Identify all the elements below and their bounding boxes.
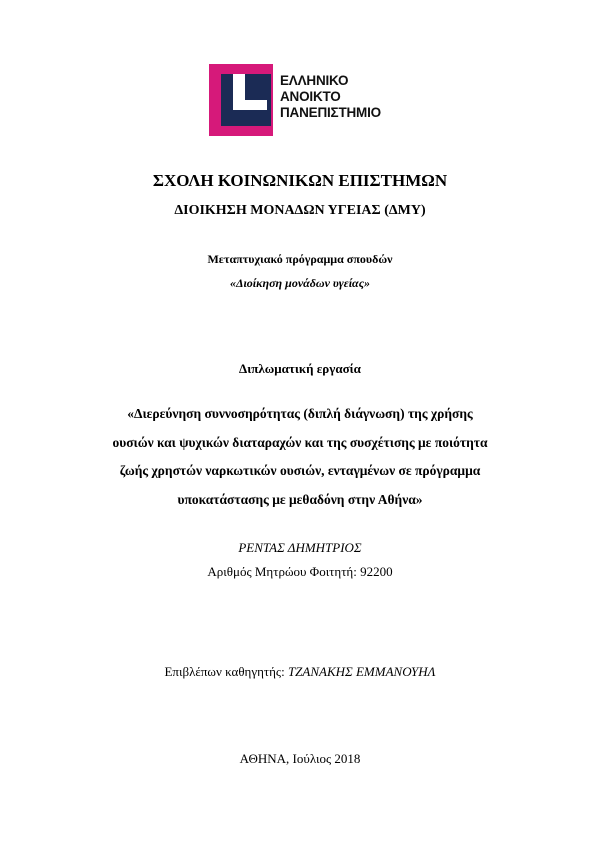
title-line-2: ουσιών και ψυχικών διαταραχών και της συσχέτισης με ποιότητα	[112, 434, 488, 450]
supervisor	[0, 664, 600, 680]
title-line-1: «Διερεύνηση συννοσηρότητας (διπλή διάγνωση) της χρήσης	[127, 406, 473, 421]
logo-wordmark	[280, 73, 381, 121]
supervisor-label: Επιβλέπων καθηγητής:	[164, 664, 285, 679]
title-line-4: υποκατάστασης με μεθαδόνη στην Αθήνα»	[177, 491, 423, 507]
title-line-3: ζωής χρηστών ναρκωτικών ουσιών, ενταγμένων σε πρόγραμμα	[119, 463, 481, 478]
program-name: «Διοίκηση μονάδων υγείας»	[229, 276, 371, 290]
logo-line-1: ΕΛΛΗΝΙΚΟ	[280, 73, 349, 88]
place-date: ΑΘΗΝΑ, Ιούλιος 2018	[239, 751, 361, 766]
program-type: Μεταπτυχιακό πρόγραμμα σπουδών	[207, 252, 393, 266]
eap-logo-mark-icon	[209, 64, 273, 136]
logo-line-3: ΠΑΝΕΠΙΣΤΗΜΙΟ	[280, 105, 381, 120]
school-name: ΣΧΟΛΗ ΚΟΙΝΩΝΙΚΩΝ ΕΠΙΣΤΗΜΩΝ	[152, 171, 448, 190]
university-logo	[209, 64, 399, 136]
logo-line-2: ΑΝΟΙΚΤΟ	[280, 89, 341, 104]
author-name: ΡΕΝΤΑΣ ΔΗΜΗΤΡΙΟΣ	[238, 540, 362, 555]
department-name: ΔΙΟΙΚΗΣΗ ΜΟΝΑΔΩΝ ΥΓΕΙΑΣ (ΔΜΥ)	[174, 203, 426, 218]
supervisor-name: ΤΖΑΝΑΚΗΣ ΕΜΜΑΝΟΥΗΛ	[287, 664, 436, 679]
registration-number: Αριθμός Μητρώου Φοιτητή: 92200	[207, 564, 393, 579]
thesis-title	[60, 400, 540, 514]
thesis-label: Διπλωματική εργασία	[239, 361, 361, 376]
